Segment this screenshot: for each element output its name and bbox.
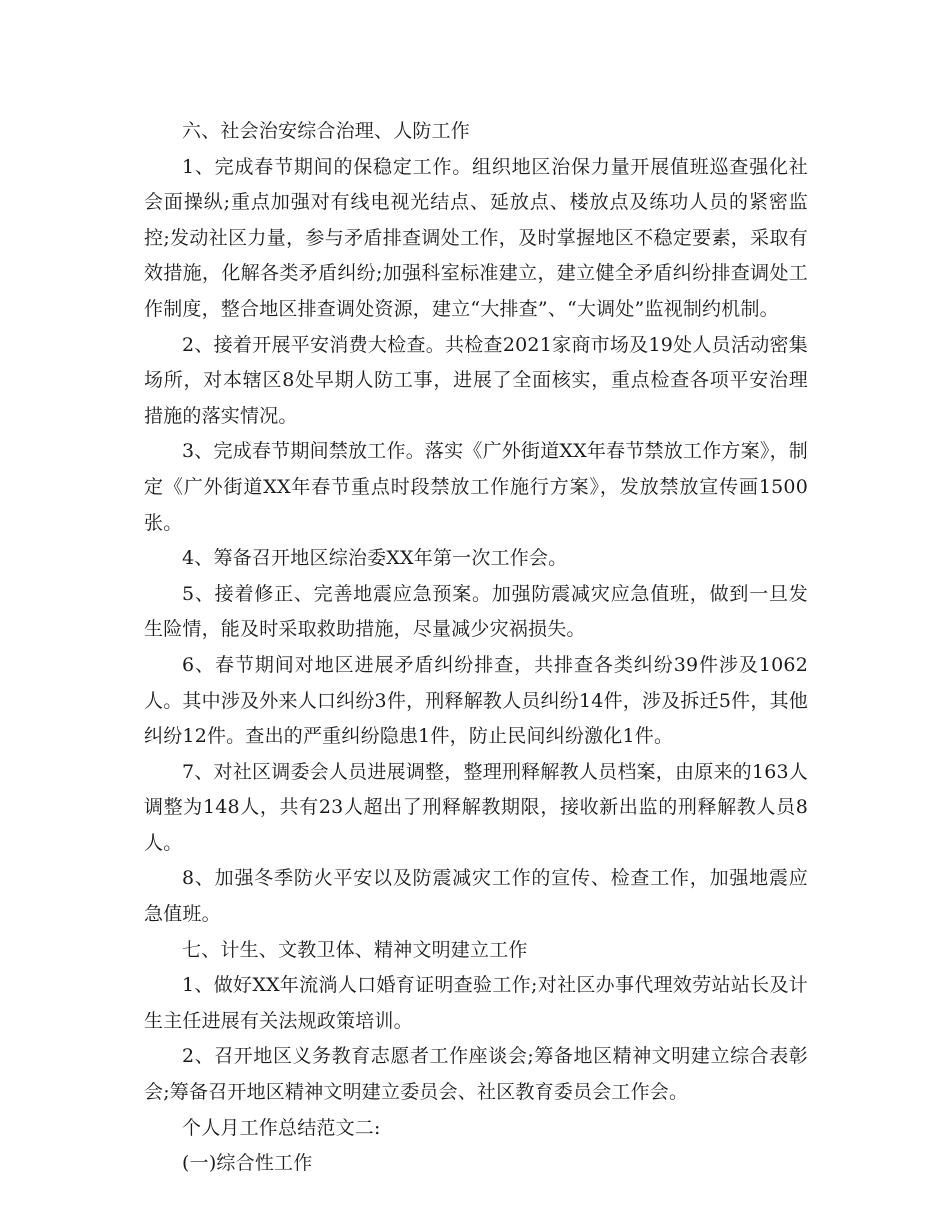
section-heading-public-security: 六、社会治安综合治理、人防工作: [182, 120, 471, 142]
paragraph-item-2: 2、接着开展平安消费大检查。共检查2021家商市场及19处人员活动密集场所，对本辖区8处早期人防工事，进展了全面核实，重点检查各项平安治理措施的落实情况。: [144, 333, 808, 427]
sample-title-two: 个人月工作总结范文二:: [182, 1116, 381, 1139]
paragraph-item-7: 7、对社区调委会人员进展调整，整理刑释解教人员档案，由原来的163人调整为148人，共有23人超出了刑释解教期限，接收新出监的刑释解教人员8人。: [144, 760, 808, 854]
paragraph-item-6: 6、春节期间对地区进展矛盾纠纷排查，共排查各类纠纷39件涉及1062人。其中涉及外来人口纠纷3件，刑释解教人员纠纷14件，涉及拆迁5件，其他纠纷12件。查出的严重纠纷隐患1件，防止民间纠纷激化1件。: [144, 653, 808, 748]
paragraph-item-1: 1、完成春节期间的保稳定工作。组织地区治保力量开展值班巡查强化社会面操纵;重点加强对有线电视光结点、延放点、楼放点及练功人员的紧密监控;发动社区力量，参与矛盾排查调处工作，及时掌握地区不稳定要素，采取有效措施，化解各类矛盾纠纷;加强科室标准建立，建立健全矛盾纠纷排查调处工作制度，整合地区排查调处资源，建立“大排查”、“大调处”监视制约机制。: [144, 155, 808, 320]
paragraph-item-5: 5、接着修正、完善地震应急预案。加强防震减灾应急值班，做到一旦发生险情，能及时采取救助措施，尽量减少灾祸损失。: [144, 582, 808, 641]
document-body: [144, 114, 808, 1182]
paragraph-item-civ-1: 1、做好XX年流淌人口婚育证明查验工作;对社区办事代理效劳站站长及计生主任进展有关法规政策培训。: [144, 974, 808, 1032]
paragraph-item-4: 4、筹备召开地区综治委XX年第一次工作会。: [182, 547, 568, 570]
paragraph-item-8: 8、加强冬季防火平安以及防震减灾工作的宣传、检查工作，加强地震应急值班。: [144, 867, 808, 926]
subsection-heading-comprehensive: (一)综合性工作: [182, 1152, 313, 1175]
paragraph-item-civ-2: 2、召开地区义务教育志愿者工作座谈会;筹备地区精神文明建立综合表彰会;筹备召开地区精神文明建立委员会、社区教育委员会工作会。: [144, 1045, 808, 1104]
section-heading-civilization: 七、计生、文教卫体、精神文明建立工作: [182, 938, 528, 961]
paragraph-item-3: 3、完成春节期间禁放工作。落实《广外街道XX年春节禁放工作方案》，制定《广外街道XX年春节重点时段禁放工作施行方案》，发放禁放宣传画1500张。: [144, 440, 808, 534]
